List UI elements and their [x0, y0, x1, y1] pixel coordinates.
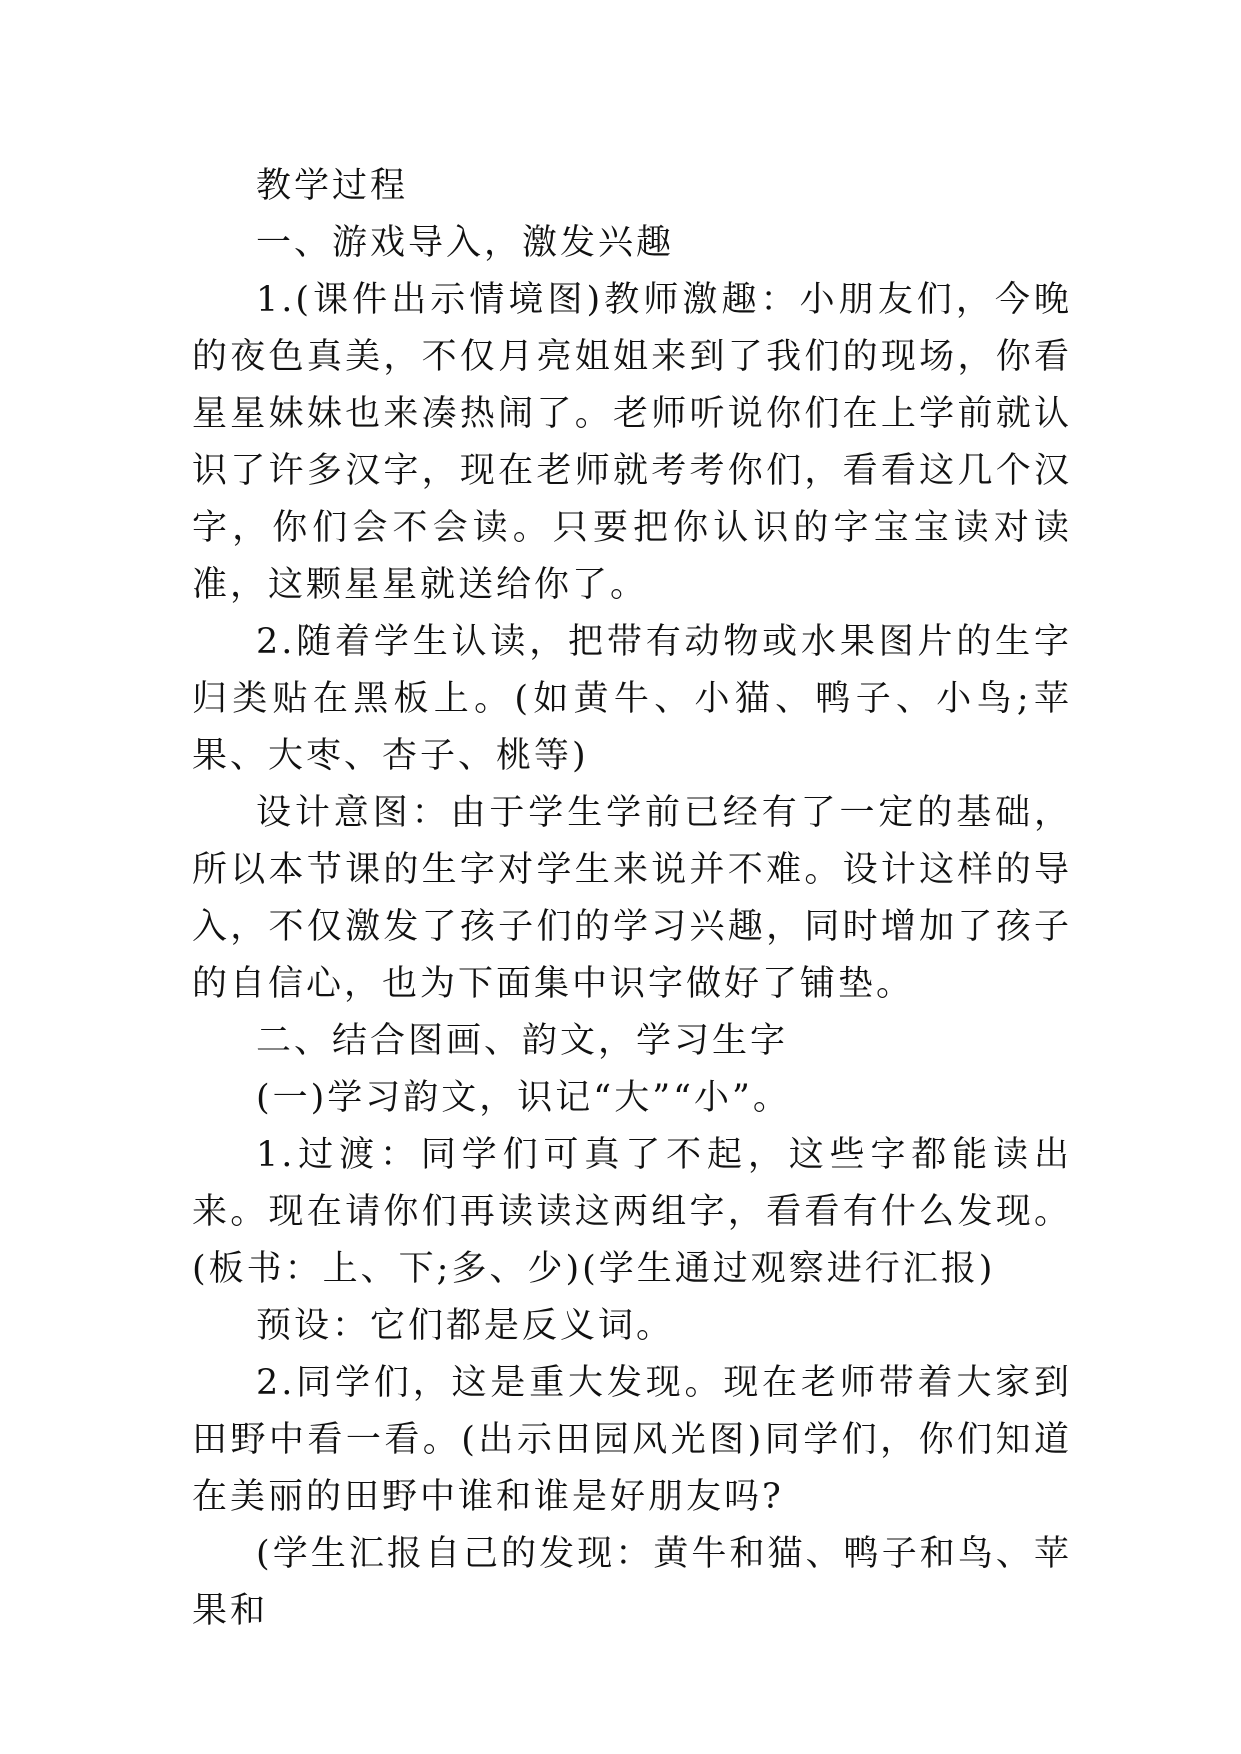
paragraph-transition: 1.过渡：同学们可真了不起，这些字都能读出来。现在请你们再读读这两组字，看看有什么发现。(板书：上、下;多、少)(学生通过观察进行汇报)	[192, 1135, 1072, 1289]
section-heading-game-intro: 一、游戏导入，激发兴趣	[256, 223, 675, 263]
paragraph-step-1: 1.(课件出示情境图)教师激趣：小朋友们，今晚的夜色真美，不仅月亮姐姐来到了我们的现场，你看星星妹妹也来凑热闹了。老师听说你们在上学前就认识了许多汉字，现在老师就考考你们，看看这几个汉字，你们会不会读。只要把你认识的字宝宝读对读准，这颗星星就送给你了。	[192, 280, 1072, 605]
paragraph-step-2: 2.随着学生认读，把带有动物或水果图片的生字归类贴在黑板上。(如黄牛、小猫、鸭子、小鸟;苹果、大枣、杏子、桃等)	[192, 622, 1072, 776]
paragraph-field-discovery: 2.同学们，这是重大发现。现在老师带着大家到田野中看一看。(出示田园风光图)同学们，你们知道在美丽的田野中谁和谁是好朋友吗?	[192, 1363, 1072, 1517]
paragraph-design-intent: 设计意图：由于学生学前已经有了一定的基础，所以本节课的生字对学生来说并不难。设计这样的导入，不仅激发了孩子们的学习兴趣，同时增加了孩子的自信心，也为下面集中识字做好了铺垫。	[192, 793, 1072, 1004]
section-heading-teaching-process: 教学过程	[256, 166, 409, 206]
section-heading-learn-characters: 二、结合图画、韵文，学习生字	[256, 1021, 789, 1061]
subsection-heading-rhyme: (一)学习韵文，识记“大”“小”。	[256, 1078, 791, 1118]
paragraph-preset: 预设：它们都是反义词。	[256, 1306, 675, 1346]
paragraph-student-report: (学生汇报自己的发现：黄牛和猫、鸭子和鸟、苹果和	[192, 1534, 1072, 1631]
document-body	[192, 158, 1072, 1640]
